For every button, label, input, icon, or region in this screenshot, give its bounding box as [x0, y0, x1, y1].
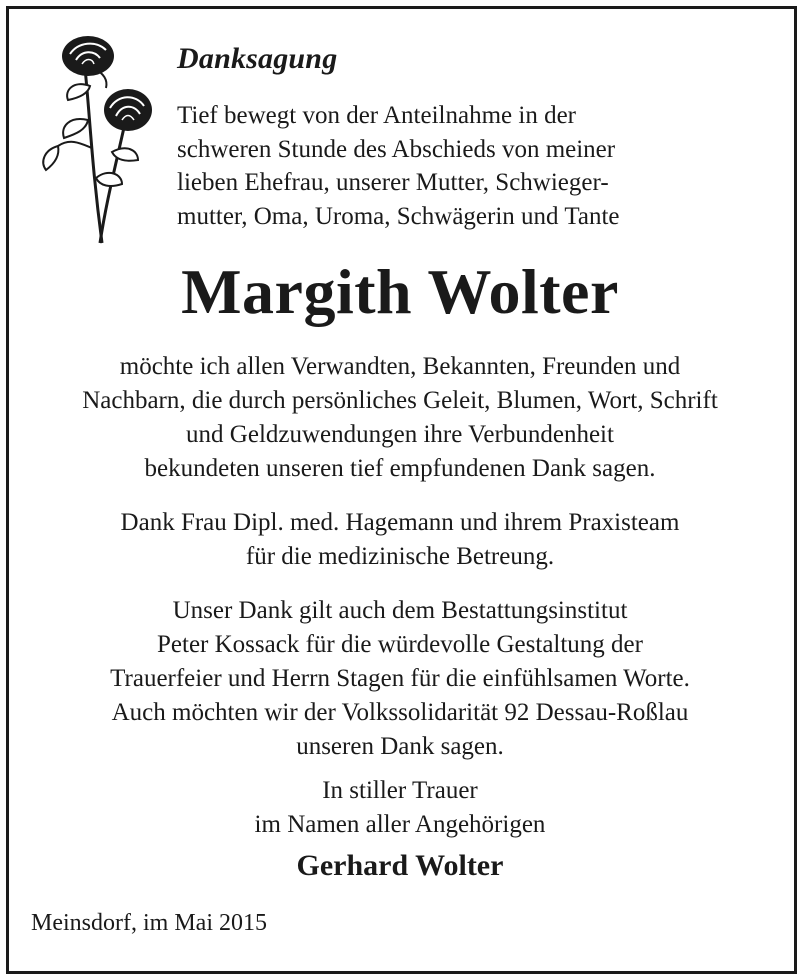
intro-text — [177, 99, 620, 233]
text-line: im Namen aller Angehörigen — [254, 811, 546, 838]
text-line: Dank Frau Dipl. med. Hagemann und ihrem Praxisteam — [120, 509, 680, 536]
deceased-name: Margith Wolter — [181, 256, 619, 327]
text-line: für die medizinische Betreung. — [245, 543, 555, 570]
text-line: bekundeten unseren tief empfundenen Dank sagen. — [144, 455, 656, 482]
text-line: Trauerfeier und Herrn Stagen für die einfühlsamen Worte. — [110, 665, 690, 692]
intro-line: Tief bewegt von der Anteilnahme in der — [177, 102, 576, 129]
intro-line: mutter, Oma, Uroma, Schwägerin und Tante — [177, 202, 620, 230]
text-line: unseren Dank sagen. — [296, 733, 504, 760]
thanks-paragraph — [0, 350, 800, 486]
text-line: Auch möchten wir der Volkssolidarität 92 Dessau-Roßlau — [111, 699, 689, 726]
intro-line: schweren Stunde des Abschieds von meiner — [177, 135, 616, 163]
doctor-thanks-paragraph — [0, 506, 800, 574]
text-line: In stiller Trauer — [322, 777, 478, 804]
place-date: Meinsdorf, im Mai 2015 — [31, 910, 267, 936]
intro-line: lieben Ehefrau, unserer Mutter, Schwieger- — [177, 169, 609, 196]
notice-heading: Danksagung — [177, 42, 338, 75]
text-line: und Geldzuwendungen ihre Verbundenheit — [186, 421, 614, 448]
funeral-thanks-paragraph — [0, 594, 800, 764]
text-line: möchte ich allen Verwandten, Bekannten, Freunden und — [119, 353, 681, 380]
closing-text — [0, 774, 800, 842]
text-line: Peter Kossack für die würdevolle Gestaltung der — [157, 631, 643, 658]
rose-icon — [30, 28, 160, 248]
text-line: Unser Dank gilt auch dem Bestattungsinstitut — [172, 597, 628, 624]
text-line: Nachbarn, die durch persönliches Geleit, Blumen, Wort, Schrift — [82, 387, 718, 414]
signer-name: Gerhard Wolter — [296, 849, 504, 882]
